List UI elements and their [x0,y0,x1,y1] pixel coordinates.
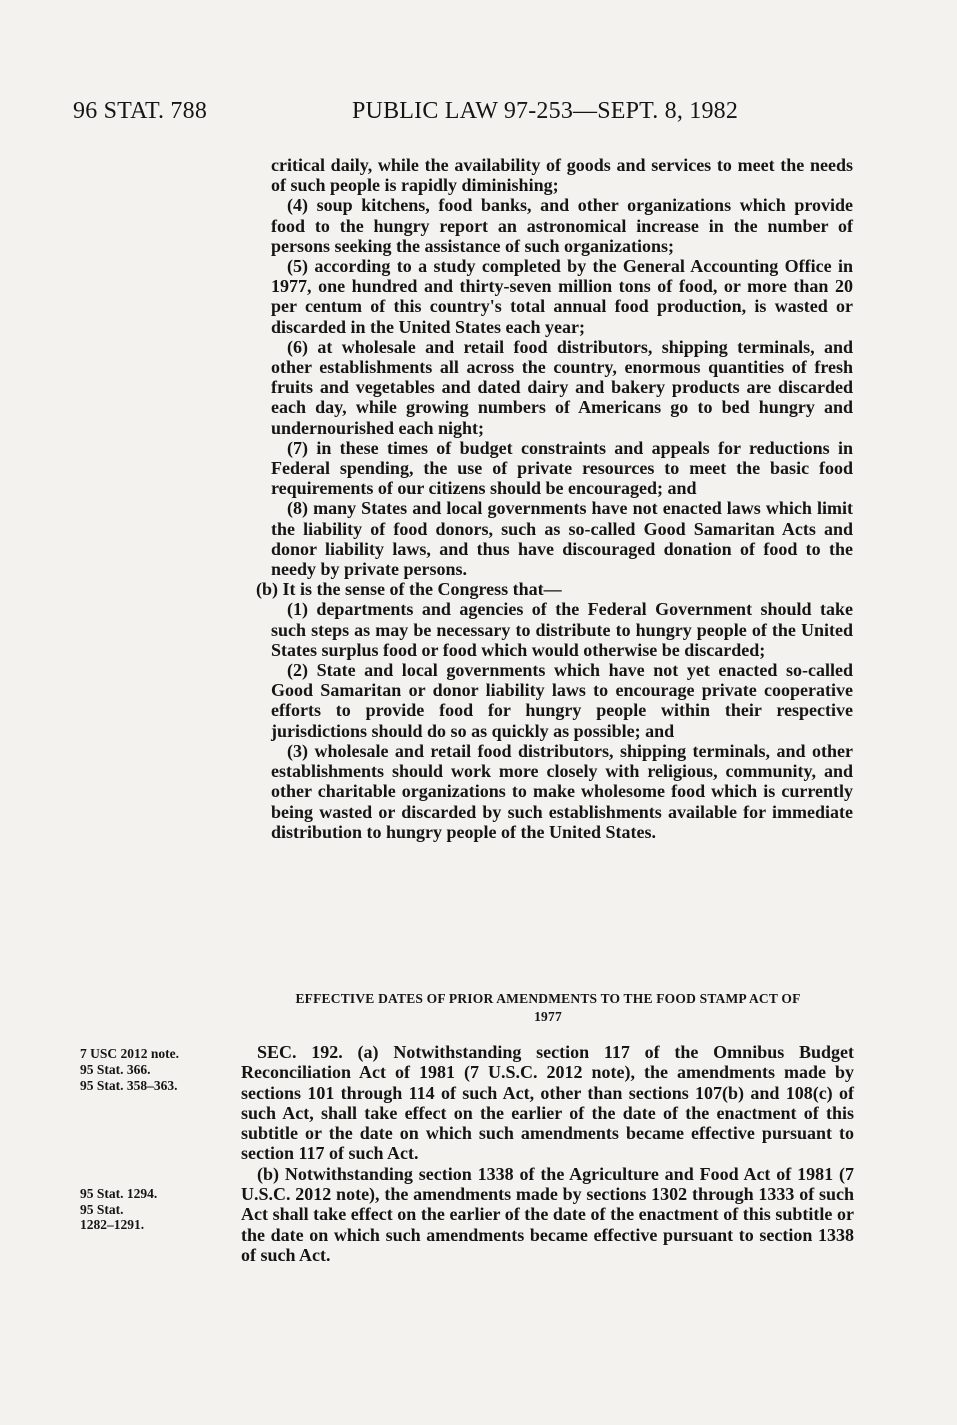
margin-note: 95 Stat. 358–363. [80,1078,178,1093]
section-heading-line-2: 1977 [534,1009,562,1024]
margin-note: 7 USC 2012 note. [80,1046,180,1061]
section-192-paragraph-b: (b) Notwithstanding section 1338 of the Agriculture and Food Act of 1981 (7 U.S.C. 2012 note), the amendments made by sections 1302 through 1333 of such Act shall take effect on the earlier of the date of the enactment of this subtitle or the date on which such amendments became effective pursuant to section 1338 of such Act. [241,1163,854,1265]
section-192 [241,1042,854,1265]
paragraph-continuation: critical daily, while the availability of goods and services to meet the needs of such people is rapidly diminishing; [271,155,853,196]
margin-note: 95 Stat. 366. [80,1062,151,1077]
margin-note: 95 Stat. [80,1202,124,1217]
section-192-paragraph-a: SEC. 192. (a) Notwithstanding section 117 of the Omnibus Budget Reconciliation Act of 1981 (7 U.S.C. 2012 note), the amendments made by sections 101 through 114 of such Act, other than sections 107(b) and 108(c) of such Act, shall take effect on the earlier of the date of the enactment of this subtitle or the date on which such amendments became effective pursuant to section 117 of such Act. [241,1042,854,1164]
margin-notes-section-b [80,1186,157,1233]
paragraph-item-7: (7) in these times of budget constraints and appeals for reductions in Federal spending, the use of private resources to meet the basic food requirements of our citizens should be encouraged; and [271,437,853,499]
margin-note: 95 Stat. 1294. [80,1186,158,1201]
paragraph-item-6: (6) at wholesale and retail food distributors, shipping terminals, and other establishments all across the country, enormous quantities of fresh fruits and vegetables and dated dairy and bakery products are discarded each day, while growing numbers of Americans go to bed hungry and undernourished each night; [271,336,853,438]
body-text-block [256,155,853,842]
margin-note: 1282–1291. [80,1217,145,1232]
paragraph-b-sense-of-congress: (b) It is the sense of the Congress that— [256,579,562,600]
margin-notes-section-a [80,1046,179,1094]
page-stat-number: 96 STAT. 788 [73,98,208,124]
paragraph-b-item-1: (1) departments and agencies of the Federal Government should take such steps as may be necessary to distribute to hungry people of the United States surplus food or food which would otherwise be discarded; [271,599,853,660]
paragraph-b-item-3: (3) wholesale and retail food distributors, shipping terminals, and other establishments should work more closely with religious, community, and other charitable organizations to make wholesome food which is currently being wasted or discarded by such establishments available for immediate distribution to hungry people of the United States. [271,740,853,842]
paragraph-item-8: (8) many States and local governments have not enacted laws which limit the liability of food donors, such as so-called Good Samaritan Acts and donor liability laws, and thus have discouraged donation of food to the needy by private persons. [271,498,853,580]
section-heading-line-1: EFFECTIVE DATES OF PRIOR AMENDMENTS TO THE FOOD STAMP ACT OF [295,991,801,1006]
paragraph-item-4: (4) soup kitchens, food banks, and other organizations which provide food to the hungry report an astronomical increase in the number of persons seeking the assistance of such organizations; [271,195,853,256]
paragraph-item-5: (5) according to a study completed by the General Accounting Office in 1977, one hundred and thirty-seven million tons of food, or more than 20 per centum of this country's total annual food production, is wasted or discarded in the United States each year; [271,256,853,337]
page-title: PUBLIC LAW 97-253—SEPT. 8, 1982 [352,98,739,124]
section-heading [236,990,860,1026]
paragraph-b-item-2: (2) State and local governments which have not yet enacted so-called Good Samaritan or donor liability laws to encourage private cooperative efforts to provide food for hungry people within their respective jurisdictions should do so as quickly as possible; and [271,660,853,741]
